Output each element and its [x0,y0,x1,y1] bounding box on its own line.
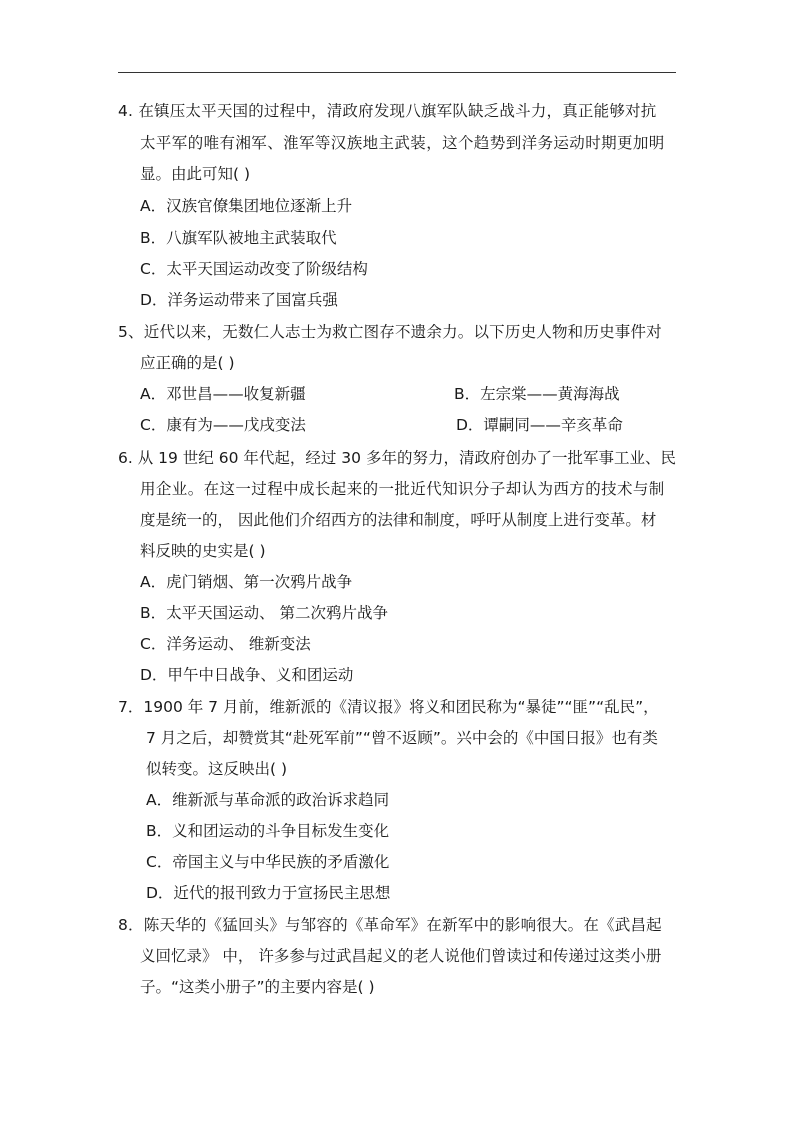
question-6-option-d: D．甲午中日战争、义和团运动 [140,666,354,684]
question-7-option-b: B．义和团运动的斗争目标发生变化 [146,822,390,840]
question-5-option-d: D．谭嗣同——辛亥革命 [456,416,623,434]
question-5-option-c: C．康有为——戊戌变法 [140,416,306,434]
question-5-option-a: A．邓世昌——收复新疆 [140,385,306,403]
question-6-option-b: B．太平天国运动、 第二次鸦片战争 [140,604,389,622]
question-7-option-a: A．维新派与革命派的政治诉求趋同 [146,791,390,809]
top-divider [118,72,676,73]
question-8-stem-line-2: 义回忆录》 中， 许多参与过武昌起义的老人说他们曾读过和传递过这类小册 [140,947,662,965]
question-5-option-b: B．左宗棠——黄海海战 [454,385,620,403]
question-7-stem-line-2: 7 月之后，却赞赏其“赴死军前”“曾不返顾”。兴中会的《中国日报》也有类 [146,729,658,747]
question-7-option-c: C．帝国主义与中华民族的矛盾激化 [146,853,390,871]
question-4-stem-line-2: 太平军的唯有湘军、淮军等汉族地主武装，这个趋势到洋务运动时期更加明 [140,134,665,152]
question-4-option-b: B．八旗军队被地主武装取代 [140,229,337,247]
question-4-option-c: C．太平天国运动改变了阶级结构 [140,260,368,278]
question-6-stem-line-1: 6. 从 19 世纪 60 年代起，经过 30 多年的努力，清政府创办了一批军事工业、民 [118,449,676,467]
question-4-option-a: A．汉族官僚集团地位逐渐上升 [140,197,353,215]
question-5-stem-line-1: 5、近代以来，无数仁人志士为救亡图存不遗余力。以下历史人物和历史事件对 [118,323,662,341]
question-7-stem-line-1: 7．1900 年 7 月前，维新派的《清议报》将义和团民称为“暴徒”“匪”“乱民”， [118,698,659,716]
question-6-stem-line-2: 用企业。在这一过程中成长起来的一批近代知识分子却认为西方的技术与制 [140,480,665,498]
question-6-stem-line-4: 料反映的史实是( ) [140,542,266,560]
question-5-stem-line-2: 应正确的是( ) [140,354,235,372]
question-6-stem-line-3: 度是统一的， 因此他们介绍西方的法律和制度，呼吁从制度上进行变革。材 [140,511,657,529]
question-8-stem-line-1: 8．陈天华的《猛回头》与邹容的《革命军》在新军中的影响很大。在《武昌起 [118,916,662,934]
question-4-stem-line-1: 4. 在镇压太平天国的过程中，清政府发现八旗军队缺乏战斗力，真正能够对抗 [118,102,657,120]
question-4-option-d: D．洋务运动带来了国富兵强 [140,291,338,309]
question-6-option-a: A．虎门销烟、第一次鸦片战争 [140,573,353,591]
question-8-stem-line-3: 子。“这类小册子”的主要内容是( ) [140,978,375,996]
question-4-stem-line-3: 显。由此可知( ) [140,165,251,183]
question-7-option-d: D．近代的报刊致力于宣扬民主思想 [146,884,391,902]
question-6-option-c: C．洋务运动、 维新变法 [140,635,311,653]
question-7-stem-line-3: 似转变。这反映出( ) [146,760,288,778]
